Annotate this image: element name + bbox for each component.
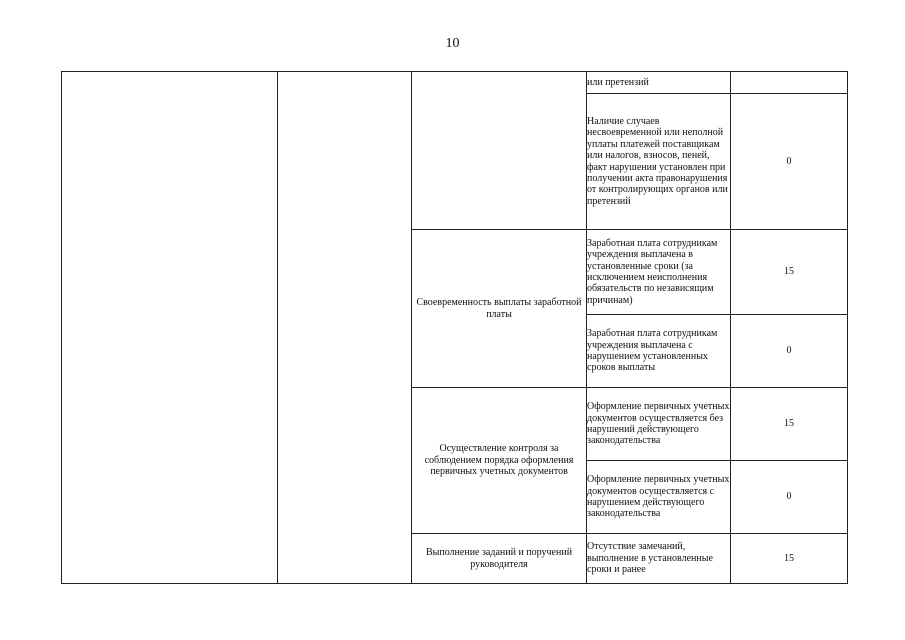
indicator-documents: Осуществление контроля за соблюдением порядка оформления первичных учетных документов bbox=[412, 388, 587, 534]
indicator-salary: Своевременность выплаты заработной платы bbox=[412, 230, 587, 388]
indicator-tasks: Выполнение заданий и поручений руководителя bbox=[412, 534, 587, 584]
criteria-table bbox=[61, 71, 848, 584]
indicator-cell-continued bbox=[412, 72, 587, 230]
points-cell: 15 bbox=[731, 534, 848, 584]
condition-cell: Оформление первичных учетных документов осуществляется с нарушением действующего законодательства bbox=[587, 461, 731, 534]
condition-cell: Наличие случаев несвоевременной или неполной уплаты платежей поставщикам или налогов, взносов, пеней, факт нарушения установлен при получении акта правонарушения от контролирующих органов или претензий bbox=[587, 94, 731, 230]
points-cell: 15 bbox=[731, 230, 848, 315]
empty-cell-col2 bbox=[278, 72, 412, 584]
condition-cell: Заработная плата сотрудникам учреждения выплачена в установленные сроки (за исключением неисполнения обязательств по независящим причинам) bbox=[587, 230, 731, 315]
points-cell bbox=[731, 72, 848, 94]
empty-cell-col1 bbox=[62, 72, 278, 584]
points-cell: 0 bbox=[731, 94, 848, 230]
condition-cell: Отсутствие замечаний, выполнение в установленные сроки и ранее bbox=[587, 534, 731, 584]
page-number: 10 bbox=[445, 36, 460, 51]
points-cell: 0 bbox=[731, 315, 848, 388]
table-row bbox=[62, 72, 848, 94]
condition-cell: или претензий bbox=[587, 72, 731, 94]
points-cell: 15 bbox=[731, 388, 848, 461]
condition-cell: Заработная плата сотрудникам учреждения выплачена с нарушением установленных сроков выплаты bbox=[587, 315, 731, 388]
points-cell: 0 bbox=[731, 461, 848, 534]
condition-cell: Оформление первичных учетных документов осуществляется без нарушений действующего законодательства bbox=[587, 388, 731, 461]
